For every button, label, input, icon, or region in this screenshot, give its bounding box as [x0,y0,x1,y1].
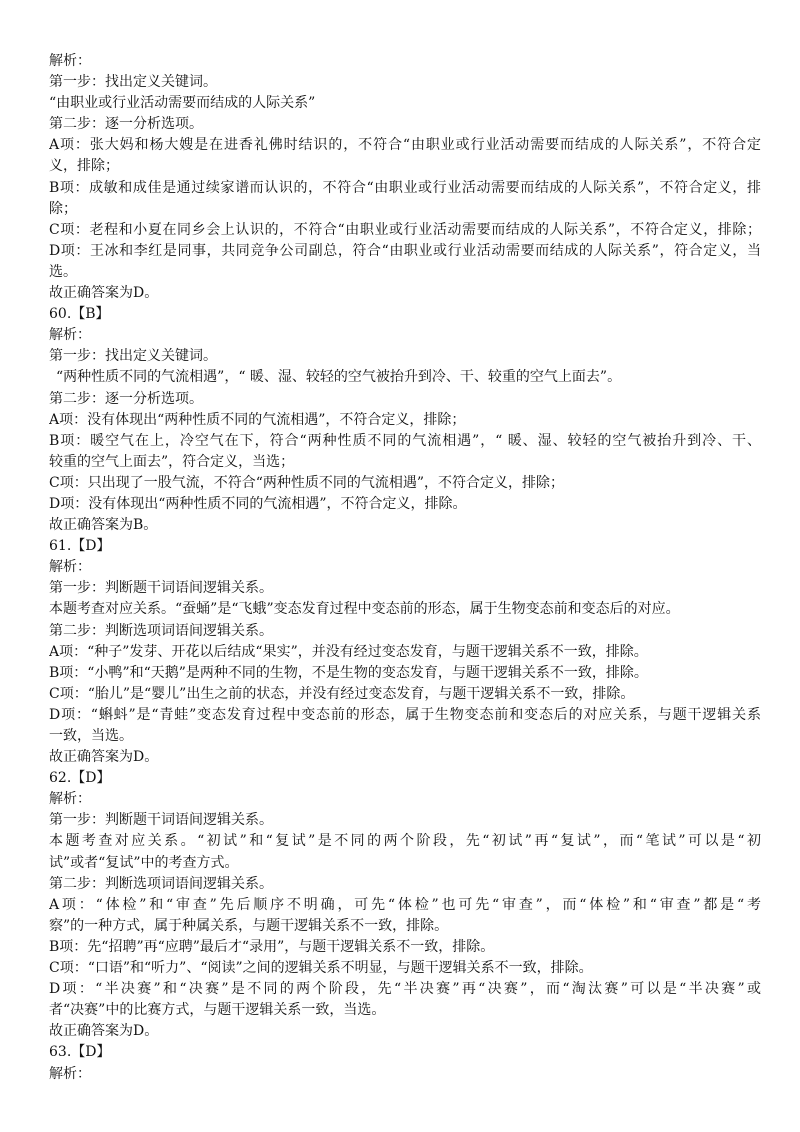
text-line: 解析： [49,791,91,808]
text-line: D项：“蝌蚪”是“青蛙”变态发育过程中变态前的形态，属于生物变态前和变态后的对应关系，与题干逻辑关系 [49,706,761,723]
text-line: 62.【D】 [49,770,111,787]
text-line: 选。 [49,263,77,280]
text-line: C项：“胎儿”是“婴儿”出生之前的状态，并没有经过变态发育，与题干逻辑关系不一致，排除。 [49,685,635,702]
text-line: 本题考查对应关系。“蚕蛹”是“飞蛾”变态发育过程中变态前的形态，属于生物变态前和变态后的对应。 [49,601,680,618]
text-line: A项：没有体现出“两种性质不同的气流相遇”，不符合定义，排除； [49,411,466,428]
text-line: 故正确答案为D。 [49,749,159,766]
text-line: 除； [49,200,77,217]
text-line: 解析： [49,559,91,576]
text-line: 故正确答案为D。 [49,1023,159,1040]
text-line: D项：王冰和李红是同事，共同竞争公司副总，符合“由职业或行业活动需要而结成的人际关系”，符合定义，当 [49,242,761,259]
text-line: 63.【D】 [49,1044,111,1061]
text-line: 故正确答案为B。 [49,517,158,534]
text-line: “两种性质不同的气流相遇”，“ 暖、湿、较轻的空气被抬升到冷、干、较重的空气上面去”。 [56,369,622,386]
text-line: B项：成敏和成佳是通过续家谱而认识的，不符合“由职业或行业活动需要而结成的人际关系”，不符合定义，排 [49,179,761,196]
text-line: 本题考查对应关系。“初试”和“复试”是不同的两个阶段，先“初试”再“复试”，而“笔试”可以是“初 [49,833,761,850]
text-line: 第一步：判断题干词语间逻辑关系。 [49,580,273,597]
text-line: 试”或者“复试”中的考查方式。 [49,854,239,871]
text-line: 60.【B】 [49,306,110,323]
text-line: B项：先“招聘”再“应聘”最后才“录用”，与题干逻辑关系不一致，排除。 [49,938,495,955]
text-line: A项：“体检”和“审查”先后顺序不明确，可先“体检”也可先“审查”，而“体检”和“审查”都是“考 [49,896,761,913]
text-line: A项：张大妈和杨大嫂是在进香礼佛时结识的，不符合“由职业或行业活动需要而结成的人际关系”，不符合定 [49,137,761,154]
text-line: 第一步：判断题干词语间逻辑关系。 [49,812,273,829]
text-line: 第二步：判断选项词语间逻辑关系。 [49,622,273,639]
text-line: 察”的一种方式，属于种属关系，与题干逻辑关系不一致，排除。 [49,917,449,934]
text-line: D项：“半决赛”和“决赛”是不同的两个阶段，先“半决赛”再“决赛”，而“淘汰赛”可以是“半决赛”或 [49,981,761,998]
text-line: 者“决赛”中的比赛方式，与题干逻辑关系一致，当选。 [49,1002,386,1019]
text-line: 第一步：找出定义关键词。 [49,74,217,91]
text-line: “由职业或行业活动需要而结成的人际关系” [49,95,316,112]
text-line: B项：暖空气在上，冷空气在下，符合“两种性质不同的气流相遇”，“ 暖、湿、较轻的空气被抬升到冷、干、 [49,432,761,449]
text-line: D项：没有体现出“两种性质不同的气流相遇”，不符合定义，排除。 [49,495,467,512]
text-line: 故正确答案为D。 [49,285,159,302]
text-line: C项：“口语”和“听力”、“阅读”之间的逻辑关系不明显，与题干逻辑关系不一致，排除。 [49,960,593,977]
text-line: 61.【D】 [49,538,111,555]
text-line: 解析： [49,327,91,344]
text-line: C项：老程和小夏在同乡会上认识的，不符合“由职业或行业活动需要而结成的人际关系”，不符合定义，排除； [49,221,761,238]
text-line: 第二步：逐一分析选项。 [49,390,203,407]
text-line: 较重的空气上面去”，符合定义，当选； [49,453,295,470]
text-line: 第一步：找出定义关键词。 [49,348,217,365]
text-line: 第二步：逐一分析选项。 [49,116,203,133]
text-line: 一致，当选。 [49,728,133,744]
text-line: A项：“种子”发芽、开花以后结成“果实”，并没有经过变态发育，与题干逻辑关系不一致，排除。 [49,643,648,660]
text-line: C项：只出现了一股气流，不符合“两种性质不同的气流相遇”，不符合定义，排除； [49,474,565,491]
text-line: 解析： [49,1065,91,1082]
text-line: 第二步：判断选项词语间逻辑关系。 [49,875,273,892]
text-line: 义，排除； [49,158,119,175]
text-line: B项：“小鸭”和“天鹅”是两种不同的生物，不是生物的变态发育，与题干逻辑关系不一致，排除。 [49,664,648,681]
document-page [49,51,761,1085]
text-line: 解析： [49,53,91,69]
